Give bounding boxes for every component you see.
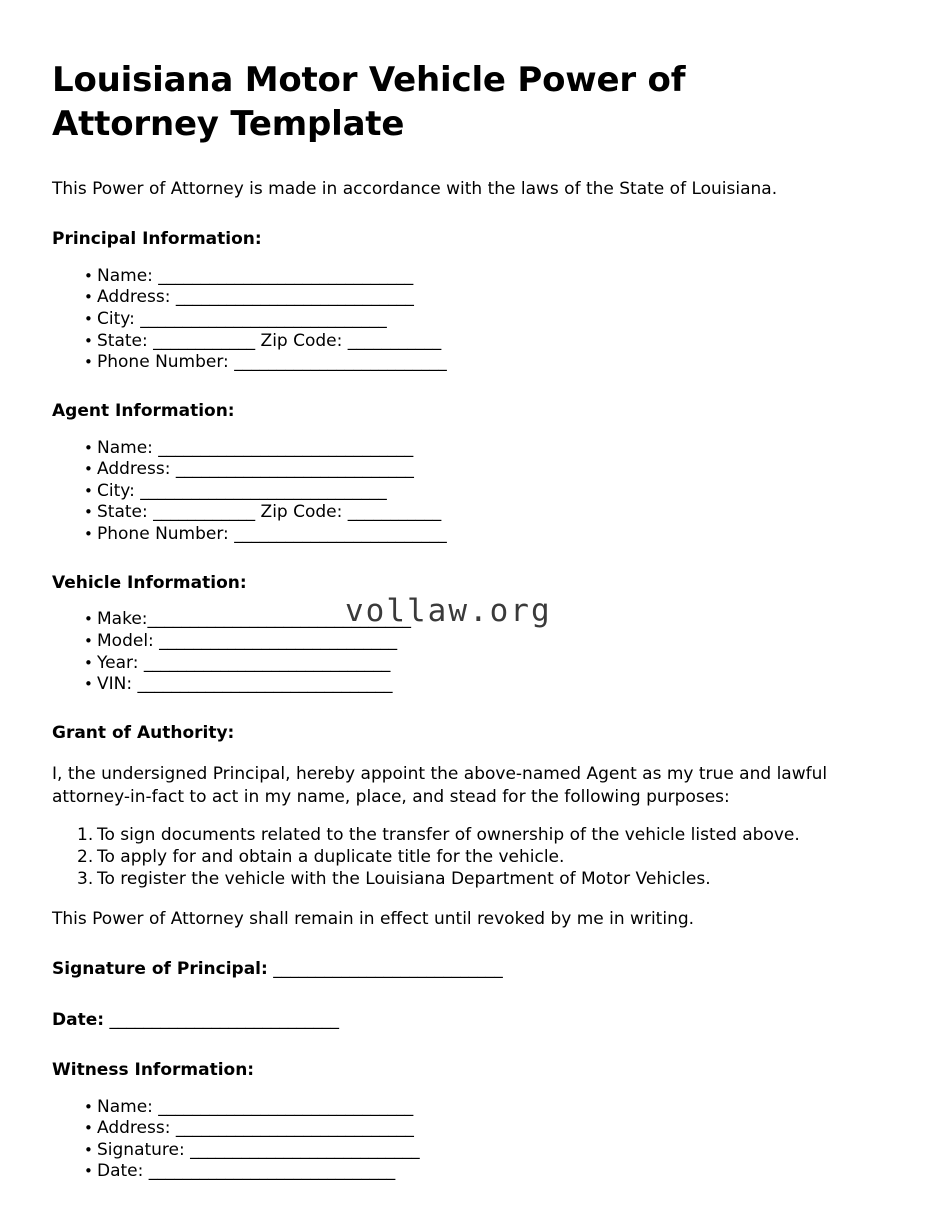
field-label: State:	[97, 330, 148, 351]
field-row-agent-phone	[52, 524, 897, 546]
field-label-zip: Zip Code:	[260, 330, 343, 351]
list-item: To sign documents related to the transfer of ownership of the vehicle listed above.	[97, 825, 800, 846]
field-label: Name:	[97, 265, 153, 286]
date-blank[interactable]: ___________________________	[104, 1010, 339, 1031]
section-heading-witness: Witness Information:	[52, 1059, 255, 1080]
field-row-witness-name	[52, 1097, 897, 1119]
revocation-paragraph: This Power of Attorney shall remain in effect until revoked by me in writing.	[52, 908, 695, 929]
signature-of-principal-row	[52, 958, 897, 982]
field-blank[interactable]: ______________________________	[132, 674, 393, 695]
field-label: Year:	[97, 652, 139, 673]
signature-label: Signature of Principal:	[52, 959, 268, 980]
field-label: VIN:	[97, 674, 133, 695]
page-title: Louisiana Motor Vehicle Power of Attorney Template	[52, 60, 686, 145]
list-item: To register the vehicle with the Louisiana Department of Motor Vehicles.	[97, 869, 711, 890]
field-blank[interactable]: ____________	[147, 330, 256, 351]
field-blank[interactable]: ____________________________	[170, 287, 414, 308]
section-heading-grant-of-authority: Grant of Authority:	[52, 722, 235, 743]
field-blank[interactable]: ____________________________	[170, 1118, 414, 1139]
site-watermark: vollaw.org	[345, 593, 552, 629]
field-row-agent-city	[52, 481, 897, 503]
field-row-principal-phone	[52, 352, 897, 374]
document-content	[52, 58, 897, 1183]
field-blank[interactable]: ____________________________	[170, 459, 414, 480]
field-label-zip: Zip Code:	[260, 502, 343, 523]
field-blank[interactable]: _____________________________	[134, 480, 387, 501]
field-blank[interactable]: _________________________	[228, 352, 447, 373]
grant-paragraph: I, the undersigned Principal, hereby appoint the above-named Agent as my true and lawful attorney-in-fact to act in my name, place, and stead for the following purposes:	[52, 763, 828, 807]
section-heading-principal: Principal Information:	[52, 229, 262, 250]
date-row	[52, 1009, 897, 1033]
section-heading-vehicle: Vehicle Information:	[52, 572, 247, 593]
field-label: City:	[97, 309, 135, 329]
field-row-agent-address	[52, 459, 897, 481]
field-blank[interactable]: ____________________________	[153, 630, 398, 651]
field-blank-zip[interactable]: ___________	[342, 502, 442, 523]
field-row-vehicle-model	[52, 631, 897, 653]
witness-field-list	[52, 1097, 897, 1183]
field-blank[interactable]: _____________________________	[134, 309, 387, 329]
field-label: Phone Number:	[97, 352, 229, 373]
principal-field-list	[52, 266, 897, 374]
field-label: Address:	[97, 1118, 171, 1139]
field-label: State:	[97, 502, 148, 523]
field-blank[interactable]: ___________________________	[184, 1139, 420, 1160]
field-blank[interactable]: _______________________________	[147, 609, 412, 630]
field-label: Date:	[97, 1161, 144, 1182]
field-label: Name:	[97, 1096, 153, 1117]
field-row-principal-address	[52, 287, 897, 309]
field-blank[interactable]: ____________	[147, 502, 256, 523]
field-label: City:	[97, 480, 135, 501]
field-row-witness-date	[52, 1161, 897, 1183]
intro-paragraph: This Power of Attorney is made in accordance with the laws of the State of Louisiana.	[52, 179, 778, 200]
field-label: Phone Number:	[97, 523, 229, 544]
section-heading-agent: Agent Information:	[52, 400, 235, 421]
field-blank[interactable]: ______________________________	[152, 265, 414, 286]
field-blank[interactable]: _____________________________	[143, 1161, 396, 1182]
field-row-principal-name	[52, 266, 897, 288]
field-row-witness-address	[52, 1118, 897, 1140]
field-label: Make:	[97, 609, 148, 630]
field-label: Address:	[97, 459, 171, 480]
vehicle-field-list	[52, 609, 897, 695]
field-row-vehicle-make	[52, 609, 897, 631]
list-item: To apply for and obtain a duplicate title for the vehicle.	[97, 847, 565, 868]
field-label: Address:	[97, 287, 171, 308]
field-label: Model:	[97, 630, 154, 651]
field-row-vehicle-vin	[52, 674, 897, 696]
signature-blank[interactable]: ___________________________	[267, 959, 503, 980]
field-blank[interactable]: _________________________	[228, 523, 447, 544]
field-row-vehicle-year	[52, 653, 897, 675]
field-row-principal-state-zip	[52, 331, 897, 353]
field-blank[interactable]: ______________________________	[152, 1096, 414, 1117]
date-label: Date:	[52, 1010, 105, 1031]
field-blank-zip[interactable]: ___________	[342, 330, 442, 351]
field-label: Signature:	[97, 1139, 185, 1160]
field-row-principal-city	[52, 309, 897, 331]
field-label: Name:	[97, 437, 153, 458]
purpose-list	[52, 825, 897, 890]
field-row-agent-state-zip	[52, 502, 897, 524]
field-blank[interactable]: ______________________________	[152, 437, 414, 458]
field-row-witness-signature	[52, 1140, 897, 1162]
field-blank[interactable]: _____________________________	[138, 652, 391, 673]
field-row-agent-name	[52, 438, 897, 460]
agent-field-list	[52, 438, 897, 546]
